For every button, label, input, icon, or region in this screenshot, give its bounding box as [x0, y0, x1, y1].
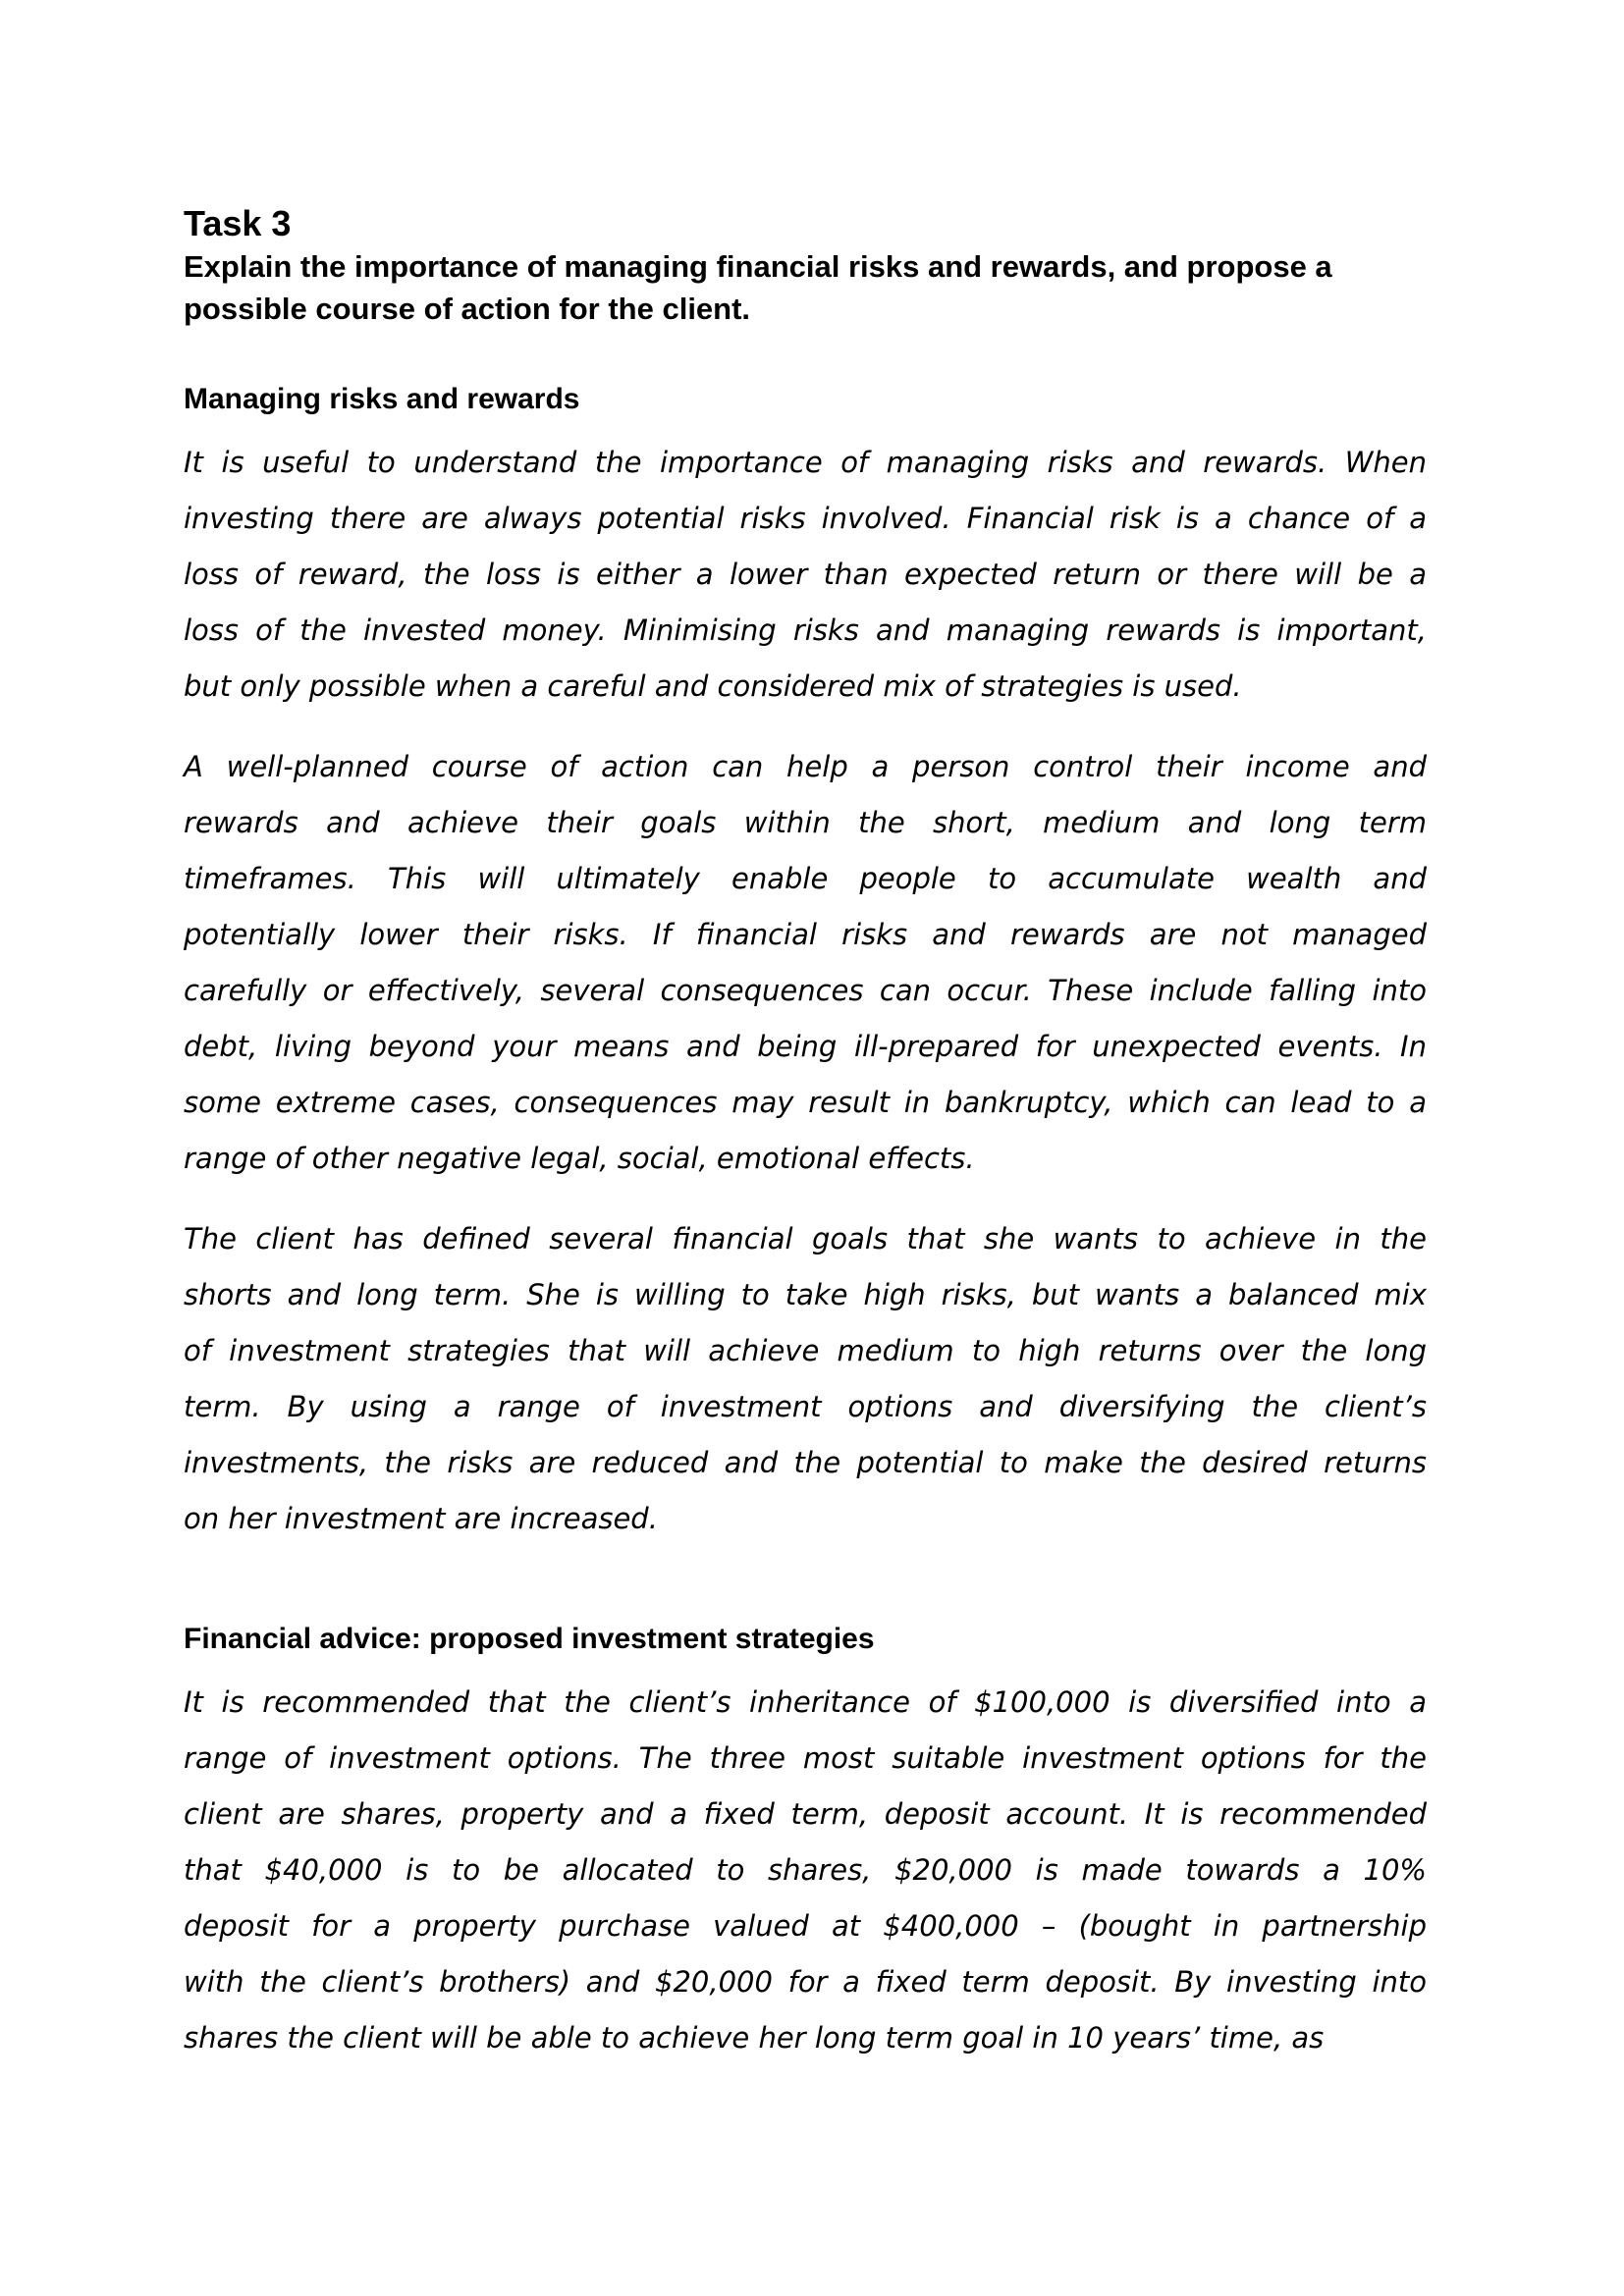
text-line: shorts and long term. She is willing to take high risks, but wants a balanced mix	[184, 1278, 1427, 1311]
text-line: The client has defined several financial goals that she wants to achieve in the	[184, 1222, 1427, 1255]
text-line: on her investment are increased.	[184, 1502, 658, 1535]
text-line: carefully or effectively, several consequences can occur. These include falling into	[184, 974, 1427, 1007]
section-heading-managing-risks: Managing risks and rewards	[184, 383, 580, 415]
text-line: of investment strategies that will achieve medium to high returns over the long	[184, 1334, 1427, 1367]
paragraph-client-goals	[184, 1211, 1427, 1547]
text-line: range of investment options. The three most suitable investment options for the	[184, 1741, 1427, 1775]
text-line: investing there are always potential risks involved. Financial risk is a chance of a	[184, 502, 1427, 535]
text-line: with the client’s brothers) and $20,000 for a fixed term deposit. By investing into	[184, 1965, 1427, 1999]
paragraph-investment-strategies	[184, 1675, 1427, 2066]
text-line: deposit for a property purchase valued at $400,000 – (bought in partnership	[184, 1909, 1427, 1943]
text-line: It is recommended that the client’s inheritance of $100,000 is diversified into a	[184, 1685, 1427, 1719]
text-line: A well-planned course of action can help a person control their income and	[184, 750, 1427, 783]
text-line: rewards and achieve their goals within the short, medium and long term	[184, 806, 1427, 839]
document-content	[184, 0, 1427, 2091]
text-line: loss of reward, the loss is either a lower than expected return or there will be a	[184, 558, 1427, 591]
paragraph-risks-overview	[184, 435, 1427, 715]
text-line: possible course of action for the client.	[184, 292, 751, 326]
text-line: It is useful to understand the importance of managing risks and rewards. When	[184, 446, 1427, 479]
text-line: client are shares, property and a fixed term, deposit account. It is recommended	[184, 1797, 1427, 1831]
page-title: Task 3	[184, 203, 292, 243]
text-line: loss of the invested money. Minimising risks and managing rewards is important,	[184, 614, 1427, 647]
paragraph-course-of-action	[184, 739, 1427, 1187]
task-subtitle	[184, 245, 1427, 330]
text-line: potentially lower their risks. If financial risks and rewards are not managed	[184, 918, 1427, 951]
text-line: Explain the importance of managing financial risks and rewards, and propose a	[184, 249, 1332, 284]
text-line: but only possible when a careful and considered mix of strategies is used.	[184, 669, 1242, 703]
section-heading-financial-advice: Financial advice: proposed investment strategies	[184, 1623, 875, 1655]
text-line: term. By using a range of investment options and diversifying the client’s	[184, 1390, 1427, 1423]
text-line: that $40,000 is to be allocated to shares, $20,000 is made towards a 10%	[184, 1853, 1427, 1887]
text-line: some extreme cases, consequences may result in bankruptcy, which can lead to a	[184, 1086, 1427, 1119]
text-line: debt, living beyond your means and being ill-prepared for unexpected events. In	[184, 1030, 1427, 1063]
text-line: timeframes. This will ultimately enable people to accumulate wealth and	[184, 862, 1427, 895]
text-line: range of other negative legal, social, emotional effects.	[184, 1142, 975, 1175]
text-line: investments, the risks are reduced and the potential to make the desired returns	[184, 1446, 1427, 1479]
text-line: shares the client will be able to achieve her long term goal in 10 years’ time, as	[184, 2021, 1325, 2055]
